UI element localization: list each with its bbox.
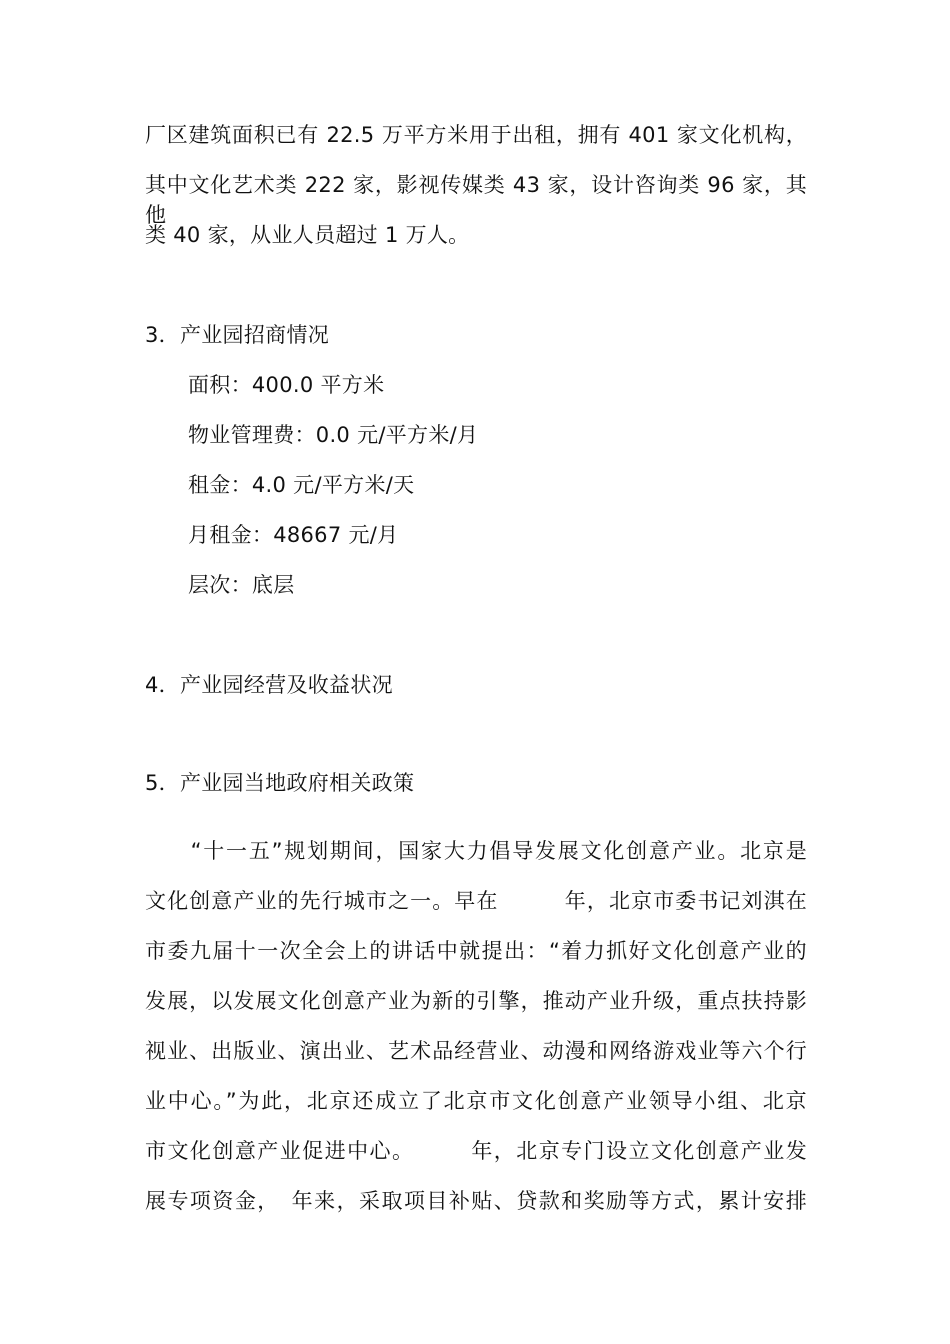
item-monthly-rent: 月租金：48667 元/月	[188, 523, 399, 547]
item-floor: 层次：底层	[188, 573, 295, 597]
item-rent: 租金：4.0 元/平方米/天	[188, 473, 415, 497]
policy-line-4: 发展，以发展文化创意产业为新的引擎，推动产业升级，重点扶持影	[145, 989, 807, 1013]
policy-line-8: 展专项资金， 年来，采取项目补贴、贷款和奖励等方式，累计安排	[145, 1189, 807, 1213]
policy-line-7: 市文化创意产业促进中心。 年，北京专门设立文化创意产业发	[145, 1139, 807, 1163]
policy-line-3: 市委九届十一次全会上的讲话中就提出：“着力抓好文化创意产业的	[145, 939, 807, 963]
section-3-heading: 3．产业园招商情况	[145, 323, 330, 347]
policy-line-5: 视业、出版业、演出业、艺术品经营业、动漫和网络游戏业等六个行	[145, 1039, 807, 1063]
policy-line-1: “十一五”规划期间，国家大力倡导发展文化创意产业。北京是	[145, 839, 807, 863]
policy-line-6: 业中心。”为此，北京还成立了北京市文化创意产业领导小组、北京	[145, 1089, 807, 1113]
intro-line-1: 厂区建筑面积已有 22.5 万平方米用于出租，拥有 401 家文化机构，	[145, 123, 807, 147]
section-4-heading: 4．产业园经营及收益状况	[145, 673, 393, 697]
section-5-heading: 5．产业园当地政府相关政策	[145, 771, 415, 795]
item-area: 面积：400.0 平方米	[188, 373, 385, 397]
item-management-fee: 物业管理费：0.0 元/平方米/月	[188, 423, 479, 447]
intro-line-3: 类 40 家，从业人员超过 1 万人。	[145, 223, 470, 247]
policy-line-2: 文化创意产业的先行城市之一。早在 年，北京市委书记刘淇在	[145, 889, 807, 913]
intro-line-2: 其中文化艺术类 222 家，影视传媒类 43 家，设计咨询类 96 家，其他	[145, 173, 807, 227]
